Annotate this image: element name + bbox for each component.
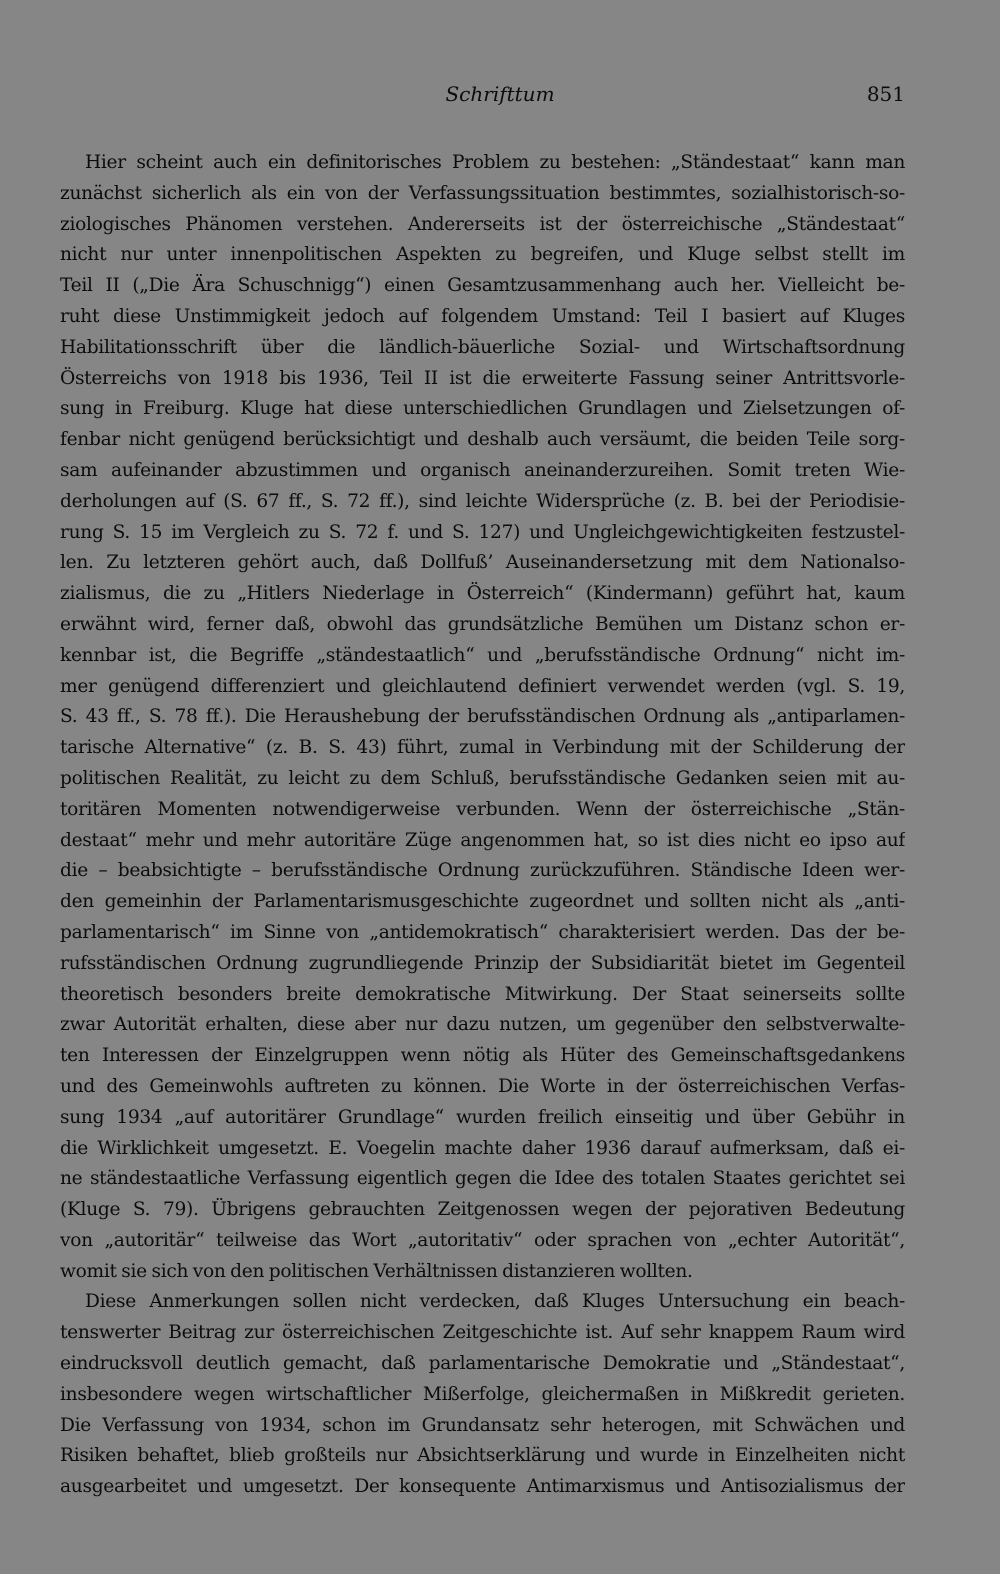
text-line: den gemeinhin der Parlamentarismusgeschichte zugeordnet und sollten nicht als „anti- bbox=[60, 891, 905, 913]
running-title: Schrifttum bbox=[445, 82, 555, 106]
text-line: kennbar ist, die Begriffe „ständestaatlich“ und „berufsständische Ordnung“ nicht im- bbox=[60, 644, 905, 666]
text-line: sam aufeinander abzustimmen und organisch aneinanderzureihen. Somit treten Wie- bbox=[60, 459, 905, 481]
text-line: derholungen auf (S. 67 ff., S. 72 ff.), sind leichte Widersprüche (z. B. bei der Periodisie- bbox=[60, 490, 905, 512]
text-line: eindrucksvoll deutlich gemacht, daß parlamentarische Demokratie und „Ständestaat“, bbox=[60, 1353, 905, 1375]
text-line: Teil II („Die Ära Schuschnigg“) einen Gesamtzusammenhang auch her. Vielleicht be- bbox=[60, 275, 905, 297]
body-text bbox=[60, 148, 905, 1503]
text-line: insbesondere wegen wirtschaftlicher Mißerfolge, gleichermaßen in Mißkredit gerieten. bbox=[60, 1383, 905, 1405]
text-line: destaat“ mehr und mehr autoritäre Züge angenommen hat, so ist dies nicht eo ipso auf bbox=[60, 829, 905, 851]
paragraph bbox=[60, 1287, 905, 1503]
text-line: erwähnt wird, ferner daß, obwohl das grundsätzliche Bemühen um Distanz schon er- bbox=[60, 613, 905, 635]
text-line: sung in Freiburg. Kluge hat diese unterschiedlichen Grundlagen und Zielsetzungen of- bbox=[60, 398, 905, 420]
text-line: nicht nur unter innenpolitischen Aspekten zu begreifen, und Kluge selbst stellt im bbox=[60, 244, 905, 266]
text-line: Österreichs von 1918 bis 1936, Teil II ist die erweiterte Fassung seiner Antrittsvorle- bbox=[60, 367, 905, 389]
text-line: ruht diese Unstimmigkeit jedoch auf folgendem Umstand: Teil I basiert auf Kluges bbox=[60, 305, 905, 327]
text-line: politischen Realität, zu leicht zu dem Schluß, berufsständische Gedanken seien mit au- bbox=[60, 767, 905, 789]
text-line: Hier scheint auch ein definitorisches Problem zu bestehen: „Ständestaat“ kann man bbox=[85, 152, 905, 173]
text-line: ne ständestaatliche Verfassung eigentlich gegen die Idee des totalen Staates gerichtet sei bbox=[60, 1168, 905, 1190]
text-line: parlamentarisch“ im Sinne von „antidemokratisch“ charakterisiert werden. Das der be- bbox=[60, 921, 905, 943]
text-line: Diese Anmerkungen sollen nicht verdecken, daß Kluges Untersuchung ein beach- bbox=[85, 1291, 905, 1313]
text-line: Risiken behaftet, blieb großteils nur Absichtserklärung und wurde in Einzelheiten nicht bbox=[60, 1445, 905, 1467]
text-line: zialismus, die zu „Hitlers Niederlage in Österreich“ (Kindermann) geführt hat, kaum bbox=[60, 583, 905, 605]
text-line: die – beabsichtigte – berufsständische Ordnung zurückzuführen. Ständische Ideen wer- bbox=[60, 860, 905, 882]
paragraph bbox=[60, 148, 905, 1287]
text-line: mer genügend differenziert und gleichlautend definiert verwendet werden (vgl. S. 19, bbox=[60, 675, 905, 697]
text-line: womit sie sich von den politischen Verhältnissen distanzieren wollten. bbox=[60, 1260, 693, 1282]
text-line: theoretisch besonders breite demokratische Mitwirkung. Der Staat seinerseits sollte bbox=[60, 983, 905, 1005]
text-line: len. Zu letzteren gehört auch, daß Dollfuß’ Auseinandersetzung mit dem Nationalso- bbox=[60, 552, 905, 574]
text-line: und des Gemeinwohls auftreten zu können. Die Worte in der österreichischen Verfas- bbox=[60, 1075, 905, 1097]
text-line: Die Verfassung von 1934, schon im Grundansatz sehr heterogen, mit Schwächen und bbox=[60, 1414, 905, 1436]
text-line: tenswerter Beitrag zur österreichischen Zeitgeschichte ist. Auf sehr knappem Raum wird bbox=[60, 1322, 905, 1344]
text-line: zwar Autorität erhalten, diese aber nur dazu nutzen, um gegenüber den selbstverwalte- bbox=[60, 1014, 905, 1036]
text-line: von „autoritär“ teilweise das Wort „autoritativ“ oder sprachen von „echter Autorität“, bbox=[60, 1229, 905, 1251]
text-line: toritären Momenten notwendigerweise verbunden. Wenn der österreichische „Stän- bbox=[60, 798, 905, 820]
text-line: fenbar nicht genügend berücksichtigt und deshalb auch versäumt, die beiden Teile sorg- bbox=[60, 429, 905, 451]
text-line: ten Interessen der Einzelgruppen wenn nötig als Hüter des Gemeinschaftsgedankens bbox=[60, 1045, 905, 1067]
text-line: tarische Alternative“ (z. B. S. 43) führt, zumal in Verbindung mit der Schilderung der bbox=[60, 737, 905, 759]
text-line: rung S. 15 im Vergleich zu S. 72 f. und S. 127) und Ungleichgewichtigkeiten festzustel- bbox=[60, 521, 905, 543]
page-header bbox=[0, 80, 1000, 114]
text-line: die Wirklichkeit umgesetzt. E. Voegelin machte daher 1936 darauf aufmerksam, daß ei- bbox=[60, 1137, 905, 1159]
text-line: Habilitationsschrift über die ländlich-bäuerliche Sozial- und Wirtschaftsordnung bbox=[60, 336, 905, 358]
text-line: rufsständischen Ordnung zugrundliegende Prinzip der Subsidiarität bietet im Gegenteil bbox=[60, 952, 905, 974]
text-line: (Kluge S. 79). Übrigens gebrauchten Zeitgenossen wegen der pejorativen Bedeutung bbox=[60, 1199, 905, 1221]
text-line: zunächst sicherlich als ein von der Verfassungssituation bestimmtes, sozialhistorisch-so- bbox=[60, 182, 905, 204]
page-number: 851 bbox=[866, 82, 905, 106]
text-line: ausgearbeitet und umgesetzt. Der konsequente Antimarxismus und Antisozialismus der bbox=[60, 1476, 905, 1498]
text-line: ziologisches Phänomen verstehen. Andererseits ist der österreichische „Ständestaat“ bbox=[60, 213, 905, 235]
text-line: S. 43 ff., S. 78 ff.). Die Heraushebung der berufsständischen Ordnung als „antiparlamen- bbox=[60, 706, 905, 728]
text-line: sung 1934 „auf autoritärer Grundlage“ wurden freilich einseitig und über Gebühr in bbox=[60, 1106, 905, 1128]
